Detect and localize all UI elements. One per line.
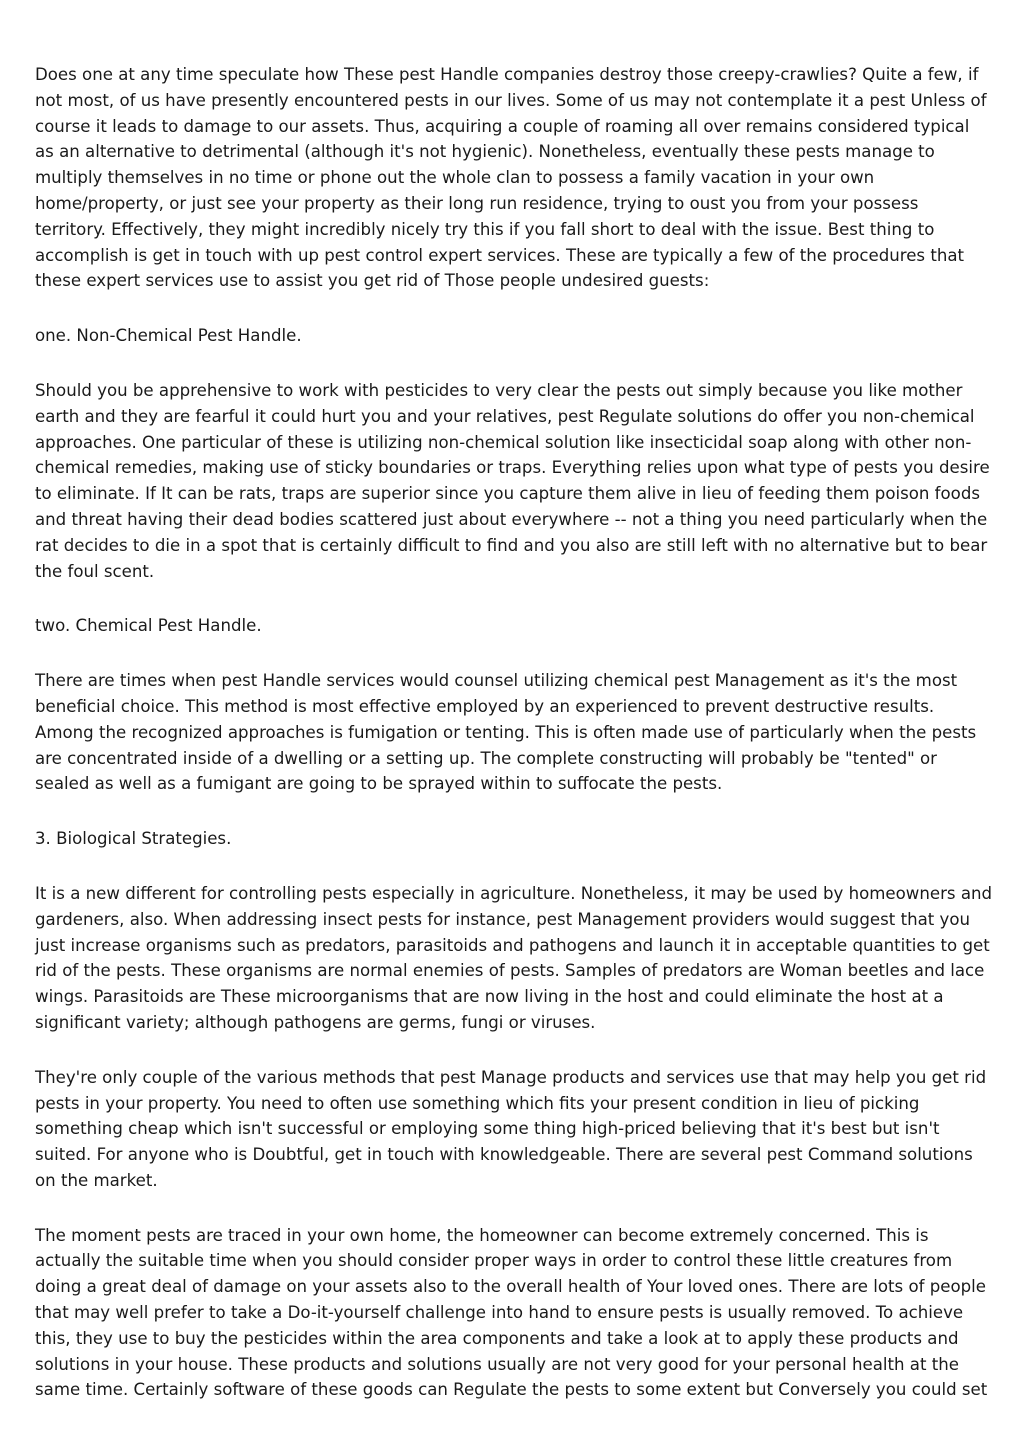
section-heading-chemical: two. Chemical Pest Handle. <box>35 616 262 636</box>
intro-paragraph: Does one at any time speculate how These pest Handle companies destroy those creepy-crawlies? Quite a few, if not most, of us have presently encountered pests in our lives. Some of us may not contemplate it a pest Unless of course it leads to damage to our assets. Thus, acquiring a couple of roaming all over remains considered typical as an alternative to detrimental (although it's not hygienic). Nonetheless, eventually these pests manage to multiply themselves in no time or phone out the whole clan to possess a family vacation in your own home/property, or just see your property as their long run residence, trying to oust you from your possess territory. Effectively, they might incredibly nicely try this if you fall short to deal with the issue. Best thing to accomplish is get in touch with up pest control expert services. These are typically a few of the procedures that these expert services use to assist you get rid of Those people undesired guests: <box>35 65 987 291</box>
closing-paragraph: The moment pests are traced in your own home, the homeowner can become extremely concerned. This is actually the suitable time when you should consider proper ways in order to control these little creatures from doing a great deal of damage on your assets also to the overall health of Your loved ones. There are lots of people that may well prefer to take a Do-it-yourself challenge into hand to ensure pests is usually removed. To achieve this, they use to buy the pesticides within the area components and take a look at to apply these products and solutions in your house. These products and solutions usually are not very good for your personal health at the same time. Certainly software of these goods can Regulate the pests to some extent but Conversely you could set <box>35 1225 988 1400</box>
document-body <box>35 62 993 1432</box>
section-heading-biological: 3. Biological Strategies. <box>35 829 232 849</box>
non-chemical-paragraph: Should you be apprehensive to work with pesticides to very clear the pests out simply because you like mother earth and they are fearful it could hurt you and your relatives, pest Regulate solutions do offer you non-chemical approaches. One particular of these is utilizing non-chemical solution like insecticidal soap along with other non-chemical remedies, making use of sticky boundaries or traps. Everything relies upon what type of pests you desire to eliminate. If It can be rats, traps are superior since you capture them alive in lieu of feeding them poison foods and threat having their dead bodies scattered just about everywhere -- not a thing you need particularly when the rat decides to die in a spot that is certainly difficult to find and you also are still left with no alternative but to bear the foul scent. <box>35 380 990 581</box>
summary-paragraph: They're only couple of the various methods that pest Manage products and services use that may help you get rid pests in your property. You need to often use something which fits your present condition in lieu of picking something cheap which isn't successful or employing some thing high-priced believing that it's best but isn't suited. For anyone who is Doubtful, get in touch with knowledgeable. There are several pest Command solutions on the market. <box>35 1067 987 1190</box>
chemical-paragraph: There are times when pest Handle services would counsel utilizing chemical pest Management as it's the most beneficial choice. This method is most effective employed by an experienced to prevent destructive results. Among the recognized approaches is fumigation or tenting. This is often made use of particularly when the pests are concentrated inside of a dwelling or a setting up. The complete constructing will probably be "tented" or sealed as well as a fumigant are going to be sprayed within to suffocate the pests. <box>35 671 977 794</box>
biological-paragraph: It is a new different for controlling pests especially in agriculture. Nonetheless, it may be used by homeowners and gardeners, also. When addressing insect pests for instance, pest Management providers would suggest that you just increase organisms such as predators, parasitoids and pathogens and launch it in acceptable quantities to get rid of the pests. These organisms are normal enemies of pests. Samples of predators are Woman beetles and lace wings. Parasitoids are These microorganisms that are now living in the host and could eliminate the host at a significant variety; although pathogens are germs, fungi or viruses. <box>35 883 993 1032</box>
section-heading-non-chemical: one. Non-Chemical Pest Handle. <box>35 326 302 346</box>
